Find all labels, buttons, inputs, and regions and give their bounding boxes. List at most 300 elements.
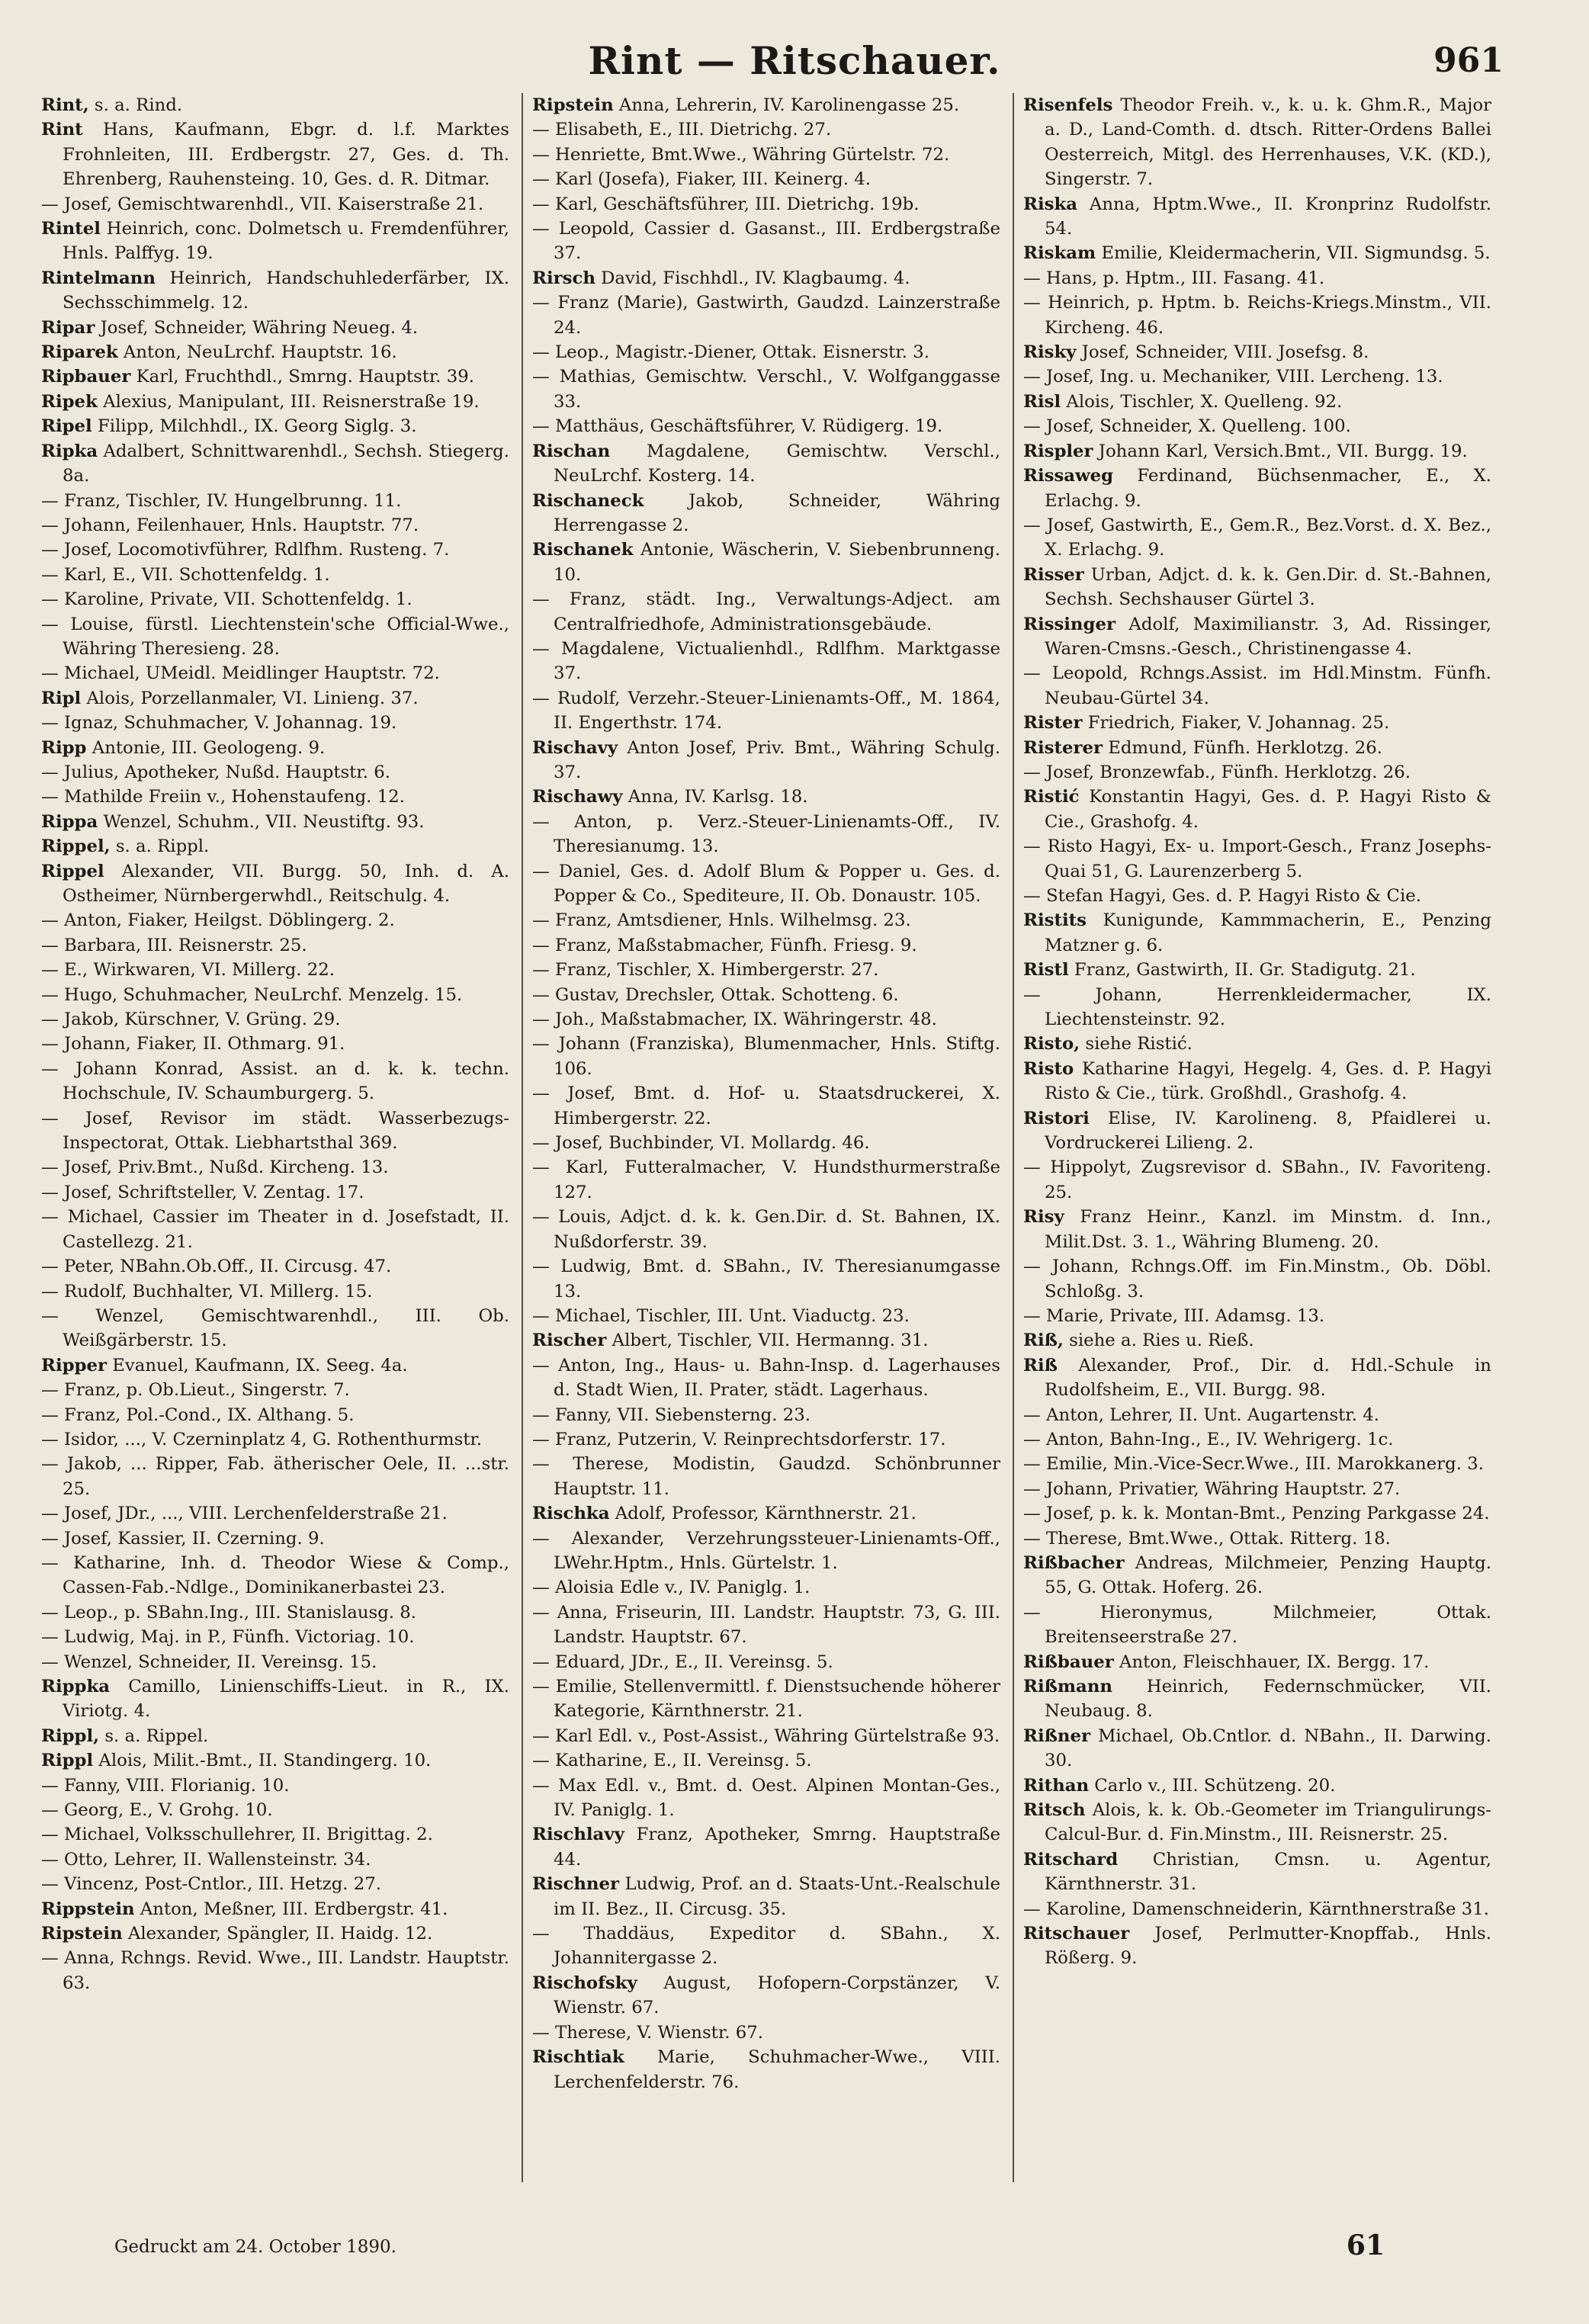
directory-entry xyxy=(1023,513,1491,563)
entry-details: — Franz, Pol.-Cond., IX. Althang. 5. xyxy=(41,1404,355,1425)
directory-entry xyxy=(1023,1403,1491,1427)
directory-entry xyxy=(41,1155,509,1180)
directory-entry xyxy=(532,1650,1000,1674)
entry-surname: Rißmann xyxy=(1023,1677,1112,1696)
entry-surname: Rint, xyxy=(41,95,89,115)
entry-details: — Anna, Friseurin, III. Landstr. Hauptstr. 73, G. III. Landstr. Hauptstr. 67. xyxy=(532,1602,1000,1648)
directory-entry xyxy=(1023,364,1491,389)
entry-surname: Rippl, xyxy=(41,1725,100,1746)
directory-entry xyxy=(1023,1526,1491,1551)
entry-surname: Rippstein xyxy=(41,1899,135,1919)
entry-surname: Ristić xyxy=(1023,787,1080,807)
column-2 xyxy=(532,93,1000,2182)
entry-details: — Johann Konrad, Assist. an d. k. k. techn. Hochschule, IV. Schaumburgerg. 5. xyxy=(41,1058,509,1104)
entry-details: Franz, Apotheker, Smrng. Hauptstraße 44. xyxy=(554,1825,1000,1870)
directory-entry xyxy=(532,1921,1000,1971)
entry-surname: Ristits xyxy=(1023,910,1087,931)
directory-entry xyxy=(41,661,509,685)
entry-surname: Rissaweg xyxy=(1023,466,1114,486)
directory-entry xyxy=(1023,884,1491,908)
directory-entry xyxy=(532,1724,1000,1748)
directory-entry xyxy=(41,390,509,414)
entry-surname: Rischaneck xyxy=(532,490,644,511)
directory-entry xyxy=(41,192,509,217)
entry-details: Christian, Cmsn. u. Agentur, Kärnthnerstr. 31. xyxy=(1045,1849,1491,1895)
entry-details: — Fanny, VII. Siebensterng. 23. xyxy=(532,1404,811,1425)
directory-entry xyxy=(1023,414,1491,438)
entry-details: — Franz, Tischler, X. Himbergerstr. 27. xyxy=(532,960,879,981)
entry-details: Alois, Porzellanmaler, VI. Linieng. 37. xyxy=(81,688,419,708)
entry-surname: Rissinger xyxy=(1023,614,1116,634)
entry-details: — Josef, Bronzewfab., Fünfh. Herklotzg. 26. xyxy=(1023,762,1411,782)
directory-entry xyxy=(1023,1724,1491,1773)
directory-entry xyxy=(41,810,509,834)
directory-entry xyxy=(1023,736,1491,760)
directory-entry xyxy=(41,1650,509,1674)
entry-details: — Gustav, Drechsler, Ottak. Schotteng. 6. xyxy=(532,984,899,1005)
directory-entry xyxy=(532,143,1000,167)
entry-details: — Thaddäus, Expeditor d. SBahn., X. Johannitergasse 2. xyxy=(532,1924,1000,1969)
entry-details: — Karl, E., VII. Schottenfeldg. 1. xyxy=(41,564,330,585)
directory-entry xyxy=(532,1205,1000,1254)
entry-details: — Rudolf, Buchhalter, VI. Millerg. 15. xyxy=(41,1281,373,1302)
directory-entry xyxy=(1023,1847,1491,1897)
directory-entry xyxy=(41,686,509,711)
directory-entry xyxy=(532,117,1000,142)
entry-surname: Ripstein xyxy=(532,95,614,115)
directory-entry xyxy=(41,1773,509,1798)
entry-details: — Josef, Schriftsteller, V. Zentag. 17. xyxy=(41,1182,364,1202)
directory-entry xyxy=(1023,983,1491,1032)
directory-entry xyxy=(41,760,509,785)
entry-surname: Ripel xyxy=(41,416,92,437)
directory-entry xyxy=(41,93,509,117)
entry-surname: Rippa xyxy=(41,811,98,832)
directory-entry xyxy=(532,587,1000,637)
directory-entry xyxy=(1023,390,1491,414)
entry-details: — Georg, E., V. Grohg. 10. xyxy=(41,1800,273,1821)
entry-surname: Risto, xyxy=(1023,1034,1080,1054)
entry-details: — Karl (Josefa), Fiaker, III. Keinerg. 4. xyxy=(532,169,871,190)
entry-surname: Ripl xyxy=(41,688,82,708)
directory-entry xyxy=(532,785,1000,809)
directory-entry xyxy=(532,1971,1000,2021)
directory-entry xyxy=(1023,1773,1491,1798)
entry-details: — Josef, Gemischtwarenhdl., VII. Kaiserstraße 21. xyxy=(41,194,484,214)
directory-entry xyxy=(41,1798,509,1822)
entry-details: Alexander, Spängler, II. Haidg. 12. xyxy=(122,1924,433,1944)
entry-details: Alois, Milit.-Bmt., II. Standingerg. 10. xyxy=(93,1751,432,1771)
entry-details: Theodor Freih. v., k. u. k. Ghm.R., Major a. D., Land-Comth. d. dtsch. Ritter-Ordens Ballei Oesterreich, Mitgl. des Herrenhauses, V.K. (KD.), Singerstr. 7. xyxy=(1045,95,1491,190)
directory-entry xyxy=(41,266,509,316)
directory-entry xyxy=(1023,563,1491,612)
entry-details: — Leop., p. SBahn.Ing., III. Stanislausg. 8. xyxy=(41,1602,417,1623)
entry-surname: Ripek xyxy=(41,391,98,412)
entry-details: — E., Wirkwaren, VI. Millerg. 22. xyxy=(41,960,335,981)
directory-entry xyxy=(532,93,1000,117)
directory-entry xyxy=(41,1600,509,1625)
entry-details: — Marie, Private, III. Adamsg. 13. xyxy=(1023,1305,1325,1326)
directory-entry xyxy=(532,1575,1000,1600)
entry-details: — Ignaz, Schuhmacher, V. Johannag. 19. xyxy=(41,713,397,733)
directory-entry xyxy=(532,2045,1000,2094)
directory-entry xyxy=(1023,340,1491,364)
directory-entry xyxy=(1023,464,1491,513)
directory-entry xyxy=(41,1057,509,1106)
entry-surname: Risenfels xyxy=(1023,95,1113,115)
directory-entry xyxy=(532,1773,1000,1823)
entry-details: — Michael, Tischler, III. Unt. Viaductg. 23. xyxy=(532,1305,910,1326)
directory-entry xyxy=(532,414,1000,438)
directory-entry xyxy=(1023,1600,1491,1650)
directory-entry xyxy=(1023,785,1491,834)
entry-details: — Hugo, Schuhmacher, NeuLrchf. Menzelg. 15. xyxy=(41,984,463,1005)
entry-details: — Anton, Bahn-Ing., E., IV. Wehrigerg. 1c. xyxy=(1023,1429,1394,1449)
directory-entry xyxy=(532,1674,1000,1724)
entry-details: — Mathilde Freiin v., Hohenstaufeng. 12. xyxy=(41,787,405,807)
directory-entry xyxy=(532,266,1000,290)
directory-entry xyxy=(1023,1155,1491,1205)
entry-surname: Rischtiak xyxy=(532,2047,624,2068)
entry-surname: Ritschard xyxy=(1023,1849,1119,1870)
directory-entry xyxy=(41,1847,509,1872)
directory-entry xyxy=(1023,1650,1491,1674)
entry-details: Alexander, Prof., Dir. d. Hdl.-Schule in Rudolfsheim, E., VII. Burgg. 98. xyxy=(1045,1355,1491,1401)
running-title: Rint — Ritschauer. xyxy=(588,38,1001,83)
directory-entry xyxy=(1023,192,1491,242)
entry-details: — Therese, Modistin, Gaudzd. Schönbrunner Hauptstr. 11. xyxy=(532,1454,1000,1499)
entry-details: — Fanny, VIII. Florianig. 10. xyxy=(41,1775,290,1796)
directory-entry xyxy=(41,1921,509,1946)
directory-entry xyxy=(532,1254,1000,1304)
directory-entry xyxy=(1023,1674,1491,1724)
page-number-top: 961 xyxy=(1433,41,1504,80)
directory-entry xyxy=(41,859,509,909)
directory-entry xyxy=(1023,1427,1491,1452)
entry-details: — Elisabeth, E., III. Dietrichg. 27. xyxy=(532,120,832,140)
directory-entry xyxy=(532,1501,1000,1526)
directory-entry xyxy=(532,1526,1000,1576)
entry-surname: Risterer xyxy=(1023,737,1103,758)
entry-details: — Eduard, JDr., E., II. Vereinsg. 5. xyxy=(532,1652,833,1672)
directory-entry xyxy=(1023,612,1491,662)
directory-entry xyxy=(41,489,509,513)
directory-entry xyxy=(41,513,509,538)
directory-entry xyxy=(532,340,1000,364)
entry-details: — Louis, Adjct. d. k. k. Gen.Dir. d. St. Bahnen, IX. Nußdorferstr. 39. xyxy=(532,1207,1000,1252)
entry-surname: Riska xyxy=(1023,194,1078,214)
directory-entry xyxy=(1023,1921,1491,1971)
entry-details: Carlo v., III. Schützeng. 20. xyxy=(1089,1775,1336,1796)
entry-details: — Risto Hagyi, Ex- u. Import-Gesch., Franz Josephs-Quai 51, G. Laurenzerberg 5. xyxy=(1023,836,1491,881)
directory-entry xyxy=(532,1822,1000,1872)
directory-entry xyxy=(41,1007,509,1032)
entry-details: Anna, Hptm.Wwe., II. Kronprinz Rudolfstr. 54. xyxy=(1045,194,1491,239)
entry-surname: Riparek xyxy=(41,342,118,363)
directory-entry xyxy=(1023,908,1491,958)
directory-entry xyxy=(532,1600,1000,1650)
entry-details: — Leop., Magistr.-Diener, Ottak. Eisnerstr. 3. xyxy=(532,342,929,363)
entry-details: — Max Edl. v., Bmt. d. Oest. Alpinen Montan-Ges., IV. Paniglg. 1. xyxy=(532,1775,1000,1821)
entry-surname: Riskam xyxy=(1023,243,1096,264)
directory-entry xyxy=(41,1748,509,1773)
entry-details: — Karoline, Damenschneiderin, Kärnthnerstraße 31. xyxy=(1023,1899,1489,1919)
entry-details: Anna, IV. Karlsg. 18. xyxy=(622,787,808,807)
entry-surname: Risy xyxy=(1023,1207,1064,1228)
directory-entry xyxy=(1023,711,1491,735)
entry-details: Ferdinand, Büchsenmacher, E., X. Erlachg. 9. xyxy=(1045,466,1491,511)
entry-details: Magdalene, Gemischtw. Verschl., NeuLrchf. Kosterg. 14. xyxy=(554,441,1000,486)
entry-details: — Josef, Schneider, X. Quelleng. 100. xyxy=(1023,416,1351,437)
directory-entry xyxy=(532,1155,1000,1205)
entry-details: — Alexander, Verzehrungssteuer-Linienamts-Off., LWehr.Hptm., Hnls. Gürtelstr. 1. xyxy=(532,1528,1000,1573)
entry-details: — Therese, V. Wienstr. 67. xyxy=(532,2022,763,2043)
entry-details: — Michael, Volksschullehrer, II. Brigittag. 2. xyxy=(41,1825,433,1845)
directory-entry xyxy=(532,1081,1000,1131)
directory-entry xyxy=(41,1254,509,1279)
entry-details: Michael, Ob.Cntlor. d. NBahn., II. Darwing. 30. xyxy=(1045,1725,1491,1771)
entry-details: Anton, Fleischhauer, IX. Bergg. 17. xyxy=(1113,1652,1430,1672)
entry-surname: Rischanek xyxy=(532,540,634,560)
entry-surname: Rischawy xyxy=(532,787,623,807)
entry-surname: Rithan xyxy=(1023,1775,1090,1796)
entry-details: Anton, NeuLrchf. Hauptstr. 16. xyxy=(117,342,397,363)
directory-entry xyxy=(532,1872,1000,1921)
entry-details: — Johann, Fiaker, II. Othmarg. 91. xyxy=(41,1034,345,1054)
entry-surname: Ritschauer xyxy=(1023,1924,1130,1944)
entry-details: — Heinrich, p. Hptm. b. Reichs-Kriegs.Minstm., VII. Kircheng. 46. xyxy=(1023,293,1491,338)
entry-details: — Michael, Cassier im Theater in d. Josefstadt, II. Castellezg. 21. xyxy=(41,1207,509,1252)
entry-details: — Josef, Gastwirth, E., Gem.R., Bez.Vorst. d. X. Bez., X. Erlachg. 9. xyxy=(1023,515,1491,560)
directory-entry xyxy=(532,538,1000,587)
directory-entry xyxy=(532,1748,1000,1773)
entry-details: — Rudolf, Verzehr.-Steuer-Linienamts-Off., M. 1864, II. Engerthstr. 174. xyxy=(532,688,1000,733)
entry-surname: Rirsch xyxy=(532,268,595,288)
entry-details: Alexander, VII. Burgg. 50, Inh. d. A. Ostheimer, Nürnbergerwhdl., Reitschulg. 4. xyxy=(63,861,509,906)
entry-details: — Franz, Amtsdiener, Hnls. Wilhelmsg. 23. xyxy=(532,910,911,931)
entry-surname: Ristl xyxy=(1023,960,1069,981)
directory-entry xyxy=(532,736,1000,785)
directory-entry xyxy=(532,810,1000,859)
entry-details: Evanuel, Kaufmann, IX. Seeg. 4a. xyxy=(107,1355,408,1375)
directory-entry xyxy=(41,1551,509,1600)
directory-entry xyxy=(41,908,509,932)
directory-entry xyxy=(41,1625,509,1649)
entry-details: — Ludwig, Bmt. d. SBahn., IV. Theresianumgasse 13. xyxy=(532,1257,1000,1302)
directory-entry xyxy=(41,439,509,489)
entry-details: — Louise, fürstl. Liechtenstein'sche Official-Wwe., Währing Theresieng. 28. xyxy=(41,614,509,659)
entry-details: Johann Karl, Versich.Bmt., VII. Burgg. 19. xyxy=(1093,441,1468,461)
entry-surname: Risser xyxy=(1023,564,1084,585)
entry-details: Filipp, Milchhdl., IX. Georg Siglg. 3. xyxy=(91,416,417,437)
entry-details: — Johann, Herrenkleidermacher, IX. Liechtensteinstr. 92. xyxy=(1023,984,1491,1030)
entry-details: Alexius, Manipulant, III. Reisnerstraße 19. xyxy=(97,391,480,412)
directory-entry xyxy=(532,1131,1000,1155)
entry-details: Josef, Schneider, Währing Neueg. 4. xyxy=(95,317,419,338)
entry-details: Camillo, Linienschiffs-Lieut. in R., IX. Viriotg. 4. xyxy=(63,1677,509,1722)
entry-details: — Barbara, III. Reisnerstr. 25. xyxy=(41,935,307,955)
directory-entry xyxy=(1023,1477,1491,1501)
page-header xyxy=(0,30,1589,91)
entry-surname: Riß, xyxy=(1023,1331,1064,1351)
directory-entry xyxy=(1023,1551,1491,1600)
page-footer xyxy=(0,2226,1589,2272)
entry-details: Wenzel, Schuhm., VII. Neustiftg. 93. xyxy=(98,811,425,832)
entry-details: — Emilie, Min.-Vice-Secr.Wwe., III. Marokkanerg. 3. xyxy=(1023,1454,1484,1475)
entry-surname: Ripbauer xyxy=(41,367,131,387)
entry-surname: Rißner xyxy=(1023,1725,1091,1746)
directory-entry xyxy=(41,587,509,611)
entry-details: Antonie, III. Geologeng. 9. xyxy=(86,737,326,758)
directory-entry xyxy=(532,933,1000,958)
entry-surname: Ripar xyxy=(41,317,95,338)
entry-surname: Riß xyxy=(1023,1355,1058,1375)
directory-entry xyxy=(1023,661,1491,711)
entry-details: Friedrich, Fiaker, V. Johannag. 25. xyxy=(1082,713,1390,733)
entry-details: David, Fischhdl., IV. Klagbaumg. 4. xyxy=(595,268,910,288)
entry-details: Edmund, Fünfh. Herklotzg. 26. xyxy=(1103,737,1382,758)
directory-entry xyxy=(532,859,1000,909)
entry-details: — Josef, Revisor im städt. Wasserbezugs-Inspectorat, Ottak. Liebhartsthal 369. xyxy=(41,1108,509,1154)
directory-entry xyxy=(41,1872,509,1896)
directory-entry xyxy=(1023,290,1491,340)
entry-details: Heinrich, Federnschmücker, VII. Neubaug. 8. xyxy=(1045,1677,1491,1722)
entry-details: — Katharine, Inh. d. Theodor Wiese & Comp., Cassen-Fab.-Ndlge., Dominikanerbastei 23. xyxy=(41,1552,509,1598)
directory-entry xyxy=(532,489,1000,538)
directory-entry xyxy=(41,785,509,809)
entry-details: — Josef, Priv.Bmt., Nußd. Kircheng. 13. xyxy=(41,1157,389,1178)
entry-surname: Rintel xyxy=(41,219,101,239)
entry-details: Antonie, Wäscherin, V. Siebenbrunneng. 10. xyxy=(554,540,1000,585)
entry-surname: Rißbacher xyxy=(1023,1552,1125,1573)
entry-details: Konstantin Hagyi, Ges. d. P. Hagyi Risto & Cie., Grashofg. 4. xyxy=(1045,787,1491,832)
entry-details: — Michael, UMeidl. Meidlinger Hauptstr. 72. xyxy=(41,663,440,684)
directory-entry xyxy=(41,1304,509,1353)
directory-entry xyxy=(1023,1254,1491,1304)
entry-details: — Vincenz, Post-Cntlor., III. Hetzg. 27. xyxy=(41,1874,382,1895)
entry-details: Anna, Lehrerin, IV. Karolinengasse 25. xyxy=(613,95,960,115)
entry-surname: Rißbauer xyxy=(1023,1652,1114,1672)
directory-entry xyxy=(41,1897,509,1921)
directory-entry xyxy=(1023,1501,1491,1526)
directory-entry xyxy=(41,1427,509,1452)
entry-details: — Jakob, ... Ripper, Fab. ätherischer Oele, II. ...str. 25. xyxy=(41,1454,509,1499)
directory-entry xyxy=(1023,241,1491,265)
column-rule xyxy=(1013,93,1014,2182)
entry-details: Jakob, Schneider, Währing Herrengasse 2. xyxy=(554,490,1000,535)
directory-entry xyxy=(1023,760,1491,785)
entry-surname: Rintelmann xyxy=(41,268,156,288)
entry-details: Franz Heinr., Kanzl. im Minstm. d. Inn., Milit.Dst. 3. 1., Währing Blumeng. 20. xyxy=(1045,1207,1491,1252)
entry-details: Adalbert, Schnittwarenhdl., Sechsh. Stiegerg. 8a. xyxy=(63,441,509,486)
directory-entry xyxy=(532,958,1000,982)
directory-entry xyxy=(1023,1205,1491,1254)
entry-surname: Rister xyxy=(1023,713,1083,733)
directory-entry xyxy=(41,1032,509,1056)
directory-entry xyxy=(1023,1328,1491,1353)
directory-entry xyxy=(41,1452,509,1501)
entry-details: Ludwig, Prof. an d. Staats-Unt.-Realschule im II. Bez., II. Circusg. 35. xyxy=(554,1874,1000,1919)
entry-details: — Leopold, Cassier d. Gasanst., III. Erdbergstraße 37. xyxy=(532,219,1000,264)
entry-surname: Rispler xyxy=(1023,441,1093,461)
directory-entry xyxy=(41,1279,509,1304)
directory-entry xyxy=(41,1674,509,1724)
entry-details: — Otto, Lehrer, II. Wallensteinstr. 34. xyxy=(41,1849,371,1870)
directory-entry xyxy=(1023,93,1491,192)
directory-entry xyxy=(41,414,509,438)
entry-details: s. a. Rippl. xyxy=(110,836,210,857)
entry-details: — Henriette, Bmt.Wwe., Währing Gürtelstr. 72. xyxy=(532,144,950,165)
entry-details: — Franz (Marie), Gastwirth, Gaudzd. Lainzerstraße 24. xyxy=(532,293,1000,338)
entry-details: — Josef, Buchbinder, VI. Mollardg. 46. xyxy=(532,1133,870,1154)
entry-surname: Rippel, xyxy=(41,836,111,857)
entry-details: — Anton, Ing., Haus- u. Bahn-Insp. d. Lagerhauses d. Stadt Wien, II. Prater, städt. Lagerhaus. xyxy=(532,1355,1000,1401)
entry-details: Karl, Fruchthdl., Smrng. Hauptstr. 39. xyxy=(130,367,475,387)
directory-entry xyxy=(41,217,509,266)
directory-entry xyxy=(532,686,1000,736)
directory-entry xyxy=(1023,958,1491,982)
entry-details: — Joh., Maßstabmacher, IX. Währingerstr. 48. xyxy=(532,1010,937,1030)
directory-entry xyxy=(41,958,509,982)
entry-details: siehe Ristić. xyxy=(1080,1034,1193,1054)
directory-entry xyxy=(532,364,1000,414)
entry-surname: Rint xyxy=(41,120,83,140)
entry-surname: Rischofsky xyxy=(532,1973,637,1993)
entry-details: Alois, k. k. Ob.-Geometer im Triangulirungs-Calcul-Bur. d. Fin.Minstm., III. Reisnerstr. 25. xyxy=(1045,1800,1491,1845)
directory-entry xyxy=(532,167,1000,191)
entry-surname: Rischavy xyxy=(532,737,618,758)
entry-details: Elise, IV. Karolineng. 8, Pfaidlerei u. Vordruckerei Lilieng. 2. xyxy=(1045,1108,1491,1154)
entry-details: — Karoline, Private, VII. Schottenfeldg. 1. xyxy=(41,589,412,610)
directory-entry xyxy=(532,1403,1000,1427)
directory-entry xyxy=(41,1205,509,1254)
entry-surname: Rippel xyxy=(41,861,104,881)
directory-entry xyxy=(41,340,509,364)
entry-details: s. a. Rind. xyxy=(88,95,183,115)
entry-details: Josef, Schneider, VIII. Josefsg. 8. xyxy=(1076,342,1369,363)
entry-details: Hans, Kaufmann, Ebgr. d. l.f. Marktes Frohnleiten, III. Erdbergstr. 27, Ges. d. Th. Ehrenberg, Rauhensteing. 10, Ges. d. R. Ditmar. xyxy=(63,120,509,190)
entry-details: — Wenzel, Schneider, II. Vereinsg. 15. xyxy=(41,1652,377,1672)
entry-details: Kunigunde, Kammmacherin, E., Penzing Matzner g. 6. xyxy=(1045,910,1491,955)
entry-surname: Rischner xyxy=(532,1874,619,1895)
entry-details: Albert, Tischler, VII. Hermanng. 31. xyxy=(606,1331,929,1351)
entry-details: — Johann, Privatier, Währing Hauptstr. 27. xyxy=(1023,1478,1401,1499)
entry-surname: Ristori xyxy=(1023,1108,1090,1128)
entry-details: Franz, Gastwirth, II. Gr. Stadigutg. 21. xyxy=(1068,960,1416,981)
entry-details: — Anton, Fiaker, Heilgst. Döblingerg. 2. xyxy=(41,910,395,931)
directory-entry xyxy=(532,290,1000,340)
directory-entry xyxy=(41,736,509,760)
directory-entry xyxy=(1023,1057,1491,1106)
directory-entry xyxy=(41,834,509,859)
directory-entry xyxy=(532,1304,1000,1328)
entry-details: — Anton, Lehrer, II. Unt. Augartenstr. 4. xyxy=(1023,1404,1379,1425)
entry-details: Anton Josef, Priv. Bmt., Währing Schulg. 37. xyxy=(554,737,1000,782)
entry-details: Anton, Meßner, III. Erdbergstr. 41. xyxy=(134,1899,448,1919)
directory-entry xyxy=(41,538,509,562)
directory-entry xyxy=(1023,1106,1491,1156)
entry-surname: Risl xyxy=(1023,391,1061,412)
directory-entry xyxy=(532,1452,1000,1501)
entry-details: — Franz, Putzerin, V. Reinprechtsdorferstr. 17. xyxy=(532,1429,946,1449)
entry-surname: Rischlavy xyxy=(532,1825,624,1845)
entry-details: Emilie, Kleidermacherin, VII. Sigmundsg. 5. xyxy=(1096,243,1491,264)
directory-entry xyxy=(532,1328,1000,1353)
entry-details: — Hieronymus, Milchmeier, Ottak. Breitenseerstraße 27. xyxy=(1023,1602,1491,1648)
entry-details: — Karl, Geschäftsführer, III. Dietrichg. 19b. xyxy=(532,194,920,214)
entry-surname: Ripp xyxy=(41,737,87,758)
entry-details: Adolf, Professor, Kärnthnerstr. 21. xyxy=(609,1504,916,1524)
